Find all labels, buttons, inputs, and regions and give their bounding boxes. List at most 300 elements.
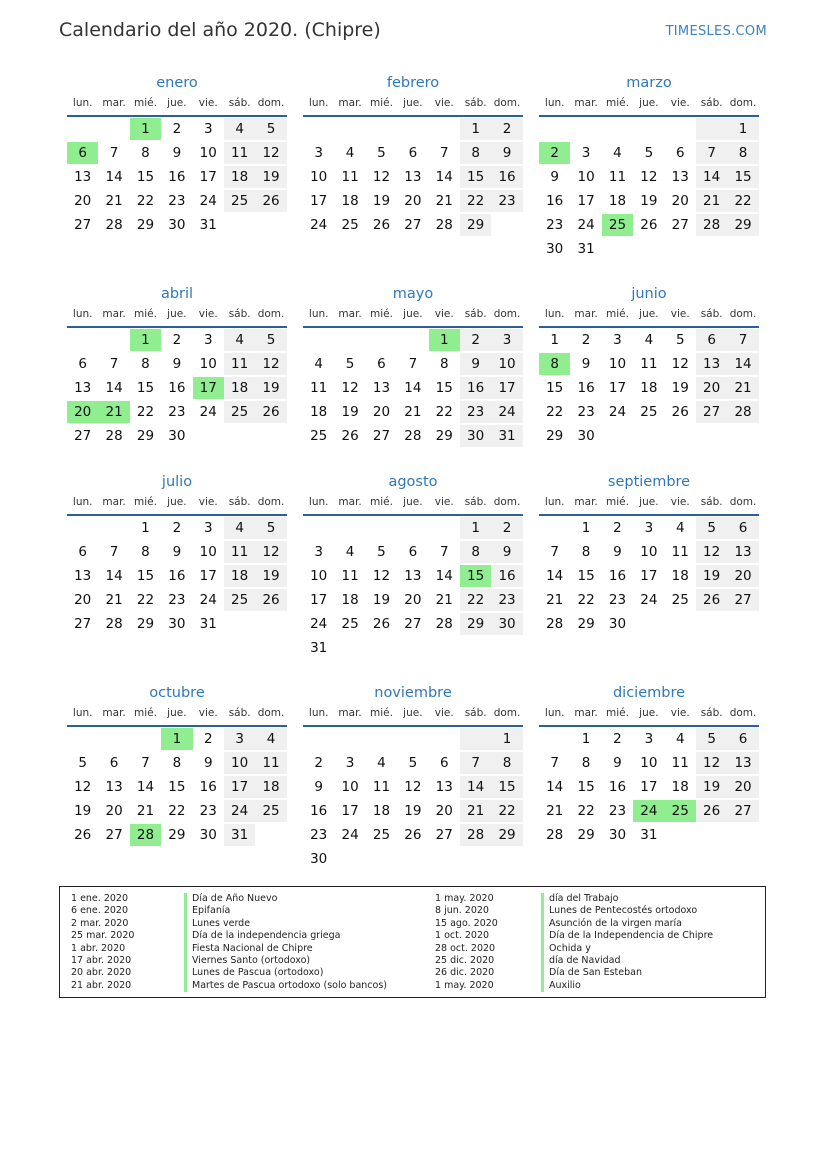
day-cell: 4 xyxy=(224,118,255,140)
day-cell: 24 xyxy=(199,592,217,608)
day-cell: 26 xyxy=(640,217,658,233)
day-cell: 16 xyxy=(608,779,627,795)
legend-holiday-name: Martes de Pascua ortodoxo (solo bancos) xyxy=(192,979,387,991)
day-cell: 18 xyxy=(255,776,286,798)
day-cell: 21 xyxy=(435,592,453,608)
day-cell: 7 xyxy=(109,544,119,560)
day-cell: 17 xyxy=(608,380,627,396)
legend-date: 6 ene. 2020 xyxy=(71,905,128,917)
day-cell: 18 xyxy=(224,377,255,399)
weekday-label: mar. xyxy=(102,97,126,109)
legend-date: 1 may. 2020 xyxy=(435,979,494,991)
day-cell: 22 xyxy=(546,404,564,420)
month-name: enero xyxy=(156,75,198,91)
empty-day xyxy=(460,728,491,750)
empty-day xyxy=(98,517,129,539)
holiday-day: 17 xyxy=(193,377,224,399)
day-cell: 3 xyxy=(644,731,654,747)
day-cell: 15 xyxy=(546,380,564,396)
empty-day xyxy=(98,728,129,750)
empty-day xyxy=(67,728,98,750)
empty-day xyxy=(366,517,397,539)
day-cell: 20 xyxy=(372,404,391,420)
weekday-label: sáb. xyxy=(464,97,487,109)
empty-day xyxy=(303,329,334,351)
day-grid xyxy=(303,328,523,448)
day-cell: 30 xyxy=(546,241,564,257)
day-cell: 29 xyxy=(460,214,491,236)
day-cell: 5 xyxy=(345,356,355,372)
day-cell: 2 xyxy=(581,332,591,348)
weekday-label: dom. xyxy=(257,496,285,508)
day-cell: 9 xyxy=(613,755,622,771)
day-cell: 4 xyxy=(224,517,255,539)
day-cell: 23 xyxy=(608,592,627,608)
day-cell: 21 xyxy=(105,193,123,209)
day-cell: 17 xyxy=(224,776,255,798)
day-cell: 4 xyxy=(224,329,255,351)
weekday-label: mar. xyxy=(338,707,362,719)
day-cell: 16 xyxy=(168,380,186,396)
day-cell: 17 xyxy=(199,169,217,185)
weekday-label: sáb. xyxy=(228,496,251,508)
day-cell: 26 xyxy=(696,589,727,611)
day-cell: 14 xyxy=(435,568,453,584)
day-cell: 27 xyxy=(727,800,758,822)
day-cell: 12 xyxy=(696,752,727,774)
weekday-label: dom. xyxy=(493,308,521,320)
day-cell: 22 xyxy=(168,803,186,819)
legend-holiday-name: Viernes Santo (ortodoxo) xyxy=(192,954,311,966)
day-cell: 30 xyxy=(199,827,217,843)
legend-date: 17 abr. 2020 xyxy=(71,954,132,966)
day-cell: 27 xyxy=(74,217,92,233)
legend-holiday-name: Día de la independencia griega xyxy=(192,930,341,942)
day-cell: 24 xyxy=(341,827,359,843)
weekday-header xyxy=(67,493,287,516)
weekday-label: mar. xyxy=(102,308,126,320)
day-grid xyxy=(303,117,523,237)
day-cell: 25 xyxy=(372,827,391,843)
weekday-label: jue. xyxy=(403,97,423,109)
legend-holiday-name: Día de San Esteban xyxy=(549,967,642,979)
day-cell: 21 xyxy=(546,592,564,608)
day-cell: 2 xyxy=(203,731,213,747)
empty-day xyxy=(303,118,334,140)
weekday-label: mié. xyxy=(370,308,393,320)
day-cell: 27 xyxy=(696,401,727,423)
day-cell: 12 xyxy=(255,541,286,563)
day-cell: 19 xyxy=(341,404,359,420)
holiday-day: 25 xyxy=(602,214,633,236)
day-cell: 10 xyxy=(199,544,217,560)
empty-day xyxy=(539,118,570,140)
day-cell: 2 xyxy=(491,118,522,140)
day-cell: 27 xyxy=(74,428,92,444)
day-cell: 11 xyxy=(640,356,658,372)
day-cell: 18 xyxy=(341,592,359,608)
day-cell: 11 xyxy=(671,544,689,560)
day-cell: 13 xyxy=(696,353,727,375)
day-grid xyxy=(303,516,523,660)
weekday-label: mar. xyxy=(574,308,598,320)
weekday-label: sáb. xyxy=(464,496,487,508)
day-cell: 2 xyxy=(613,731,622,747)
day-cell: 17 xyxy=(199,568,217,584)
day-cell: 17 xyxy=(310,592,328,608)
day-cell: 30 xyxy=(491,613,522,635)
day-cell: 14 xyxy=(546,568,564,584)
day-cell: 27 xyxy=(105,827,123,843)
day-cell: 7 xyxy=(727,329,758,351)
empty-day xyxy=(303,517,334,539)
month-name: abril xyxy=(160,286,194,302)
empty-day xyxy=(539,517,570,539)
empty-day xyxy=(429,728,460,750)
day-cell: 13 xyxy=(435,779,453,795)
day-cell: 6 xyxy=(78,544,87,560)
legend-holiday-name: Lunes de Pascua (ortodoxo) xyxy=(192,967,324,979)
day-cell: 15 xyxy=(136,380,155,396)
weekday-label: lun. xyxy=(308,707,329,719)
day-cell: 12 xyxy=(640,169,658,185)
legend-date: 28 oct. 2020 xyxy=(435,942,496,954)
day-cell: 28 xyxy=(105,217,123,233)
day-cell: 27 xyxy=(671,217,689,233)
empty-day xyxy=(334,118,365,140)
holiday-day: 20 xyxy=(67,401,98,423)
month-marzo xyxy=(539,72,759,261)
day-cell: 9 xyxy=(203,755,213,771)
day-cell: 21 xyxy=(404,404,422,420)
weekday-label: mar. xyxy=(338,496,362,508)
day-cell: 23 xyxy=(310,827,328,843)
day-cell: 13 xyxy=(671,169,689,185)
day-cell: 19 xyxy=(696,776,727,798)
day-cell: 20 xyxy=(404,592,422,608)
weekday-header xyxy=(539,94,759,117)
day-cell: 3 xyxy=(581,145,591,161)
day-cell: 2 xyxy=(172,121,182,137)
month-name: mayo xyxy=(392,286,434,302)
day-cell: 26 xyxy=(255,401,286,423)
weekday-label: vie. xyxy=(434,97,454,109)
empty-day xyxy=(397,329,428,351)
day-cell: 20 xyxy=(435,803,453,819)
day-grid xyxy=(67,516,287,636)
month-diciembre xyxy=(539,682,759,847)
day-cell: 6 xyxy=(377,356,386,372)
day-cell: 14 xyxy=(105,169,123,185)
day-cell: 5 xyxy=(408,755,418,771)
day-cell: 12 xyxy=(255,142,286,164)
day-cell: 25 xyxy=(640,404,658,420)
holiday-day: 6 xyxy=(67,142,98,164)
day-cell: 14 xyxy=(404,380,422,396)
weekday-label: mar. xyxy=(102,707,126,719)
day-cell: 27 xyxy=(74,616,92,632)
day-cell: 20 xyxy=(105,803,123,819)
month-name: noviembre xyxy=(374,685,452,701)
day-cell: 25 xyxy=(224,190,255,212)
weekday-label: dom. xyxy=(493,496,521,508)
day-cell: 6 xyxy=(727,728,758,750)
weekday-label: lun. xyxy=(544,97,565,109)
weekday-label: vie. xyxy=(198,97,218,109)
day-cell: 10 xyxy=(577,169,595,185)
month-name: octubre xyxy=(149,685,205,701)
day-grid xyxy=(539,117,759,261)
legend-date: 2 mar. 2020 xyxy=(71,917,129,929)
day-cell: 20 xyxy=(74,193,92,209)
day-cell: 16 xyxy=(460,377,491,399)
day-cell: 30 xyxy=(608,616,627,632)
weekday-label: sáb. xyxy=(464,308,487,320)
holiday-day: 25 xyxy=(665,800,696,822)
day-cell: 3 xyxy=(314,145,323,161)
day-grid xyxy=(539,727,759,847)
day-cell: 30 xyxy=(168,616,186,632)
holiday-day: 28 xyxy=(130,824,161,846)
day-cell: 12 xyxy=(671,356,689,372)
weekday-label: vie. xyxy=(198,308,218,320)
day-cell: 13 xyxy=(727,752,758,774)
day-cell: 29 xyxy=(491,824,522,846)
legend-right-marker xyxy=(541,893,544,992)
day-cell: 7 xyxy=(439,145,449,161)
day-cell: 12 xyxy=(341,380,359,396)
day-cell: 26 xyxy=(255,589,286,611)
day-grid xyxy=(67,328,287,448)
weekday-header xyxy=(303,493,523,516)
month-name: junio xyxy=(631,286,667,302)
day-cell: 23 xyxy=(168,592,186,608)
day-cell: 8 xyxy=(439,356,449,372)
day-cell: 29 xyxy=(577,616,595,632)
day-cell: 30 xyxy=(168,217,186,233)
day-cell: 24 xyxy=(310,217,328,233)
day-cell: 31 xyxy=(491,425,522,447)
legend-left-marker xyxy=(184,893,187,992)
day-cell: 22 xyxy=(435,404,453,420)
day-cell: 17 xyxy=(310,193,328,209)
day-cell: 30 xyxy=(168,428,186,444)
day-cell: 10 xyxy=(310,568,328,584)
day-cell: 3 xyxy=(314,544,323,560)
weekday-header xyxy=(539,704,759,727)
day-cell: 9 xyxy=(172,544,182,560)
day-cell: 5 xyxy=(675,332,685,348)
day-cell: 10 xyxy=(224,752,255,774)
weekday-label: jue. xyxy=(167,308,187,320)
legend-left-names xyxy=(192,893,387,992)
holiday-day: 8 xyxy=(539,353,570,375)
weekday-header xyxy=(539,493,759,516)
day-cell: 18 xyxy=(640,380,658,396)
day-cell: 22 xyxy=(577,803,595,819)
day-cell: 30 xyxy=(310,851,328,867)
day-cell: 14 xyxy=(435,169,453,185)
weekday-label: sáb. xyxy=(464,707,487,719)
day-cell: 16 xyxy=(577,380,595,396)
empty-day xyxy=(366,329,397,351)
day-cell: 16 xyxy=(168,169,186,185)
weekday-label: jue. xyxy=(639,97,659,109)
day-cell: 23 xyxy=(546,217,564,233)
day-cell: 11 xyxy=(224,353,255,375)
empty-day xyxy=(67,517,98,539)
day-cell: 17 xyxy=(577,193,595,209)
day-cell: 30 xyxy=(608,827,627,843)
weekday-label: vie. xyxy=(434,496,454,508)
day-cell: 7 xyxy=(550,755,559,771)
day-cell: 9 xyxy=(550,169,559,185)
weekday-label: dom. xyxy=(729,308,757,320)
day-cell: 8 xyxy=(141,544,150,560)
day-cell: 9 xyxy=(613,544,622,560)
empty-day xyxy=(429,517,460,539)
day-cell: 5 xyxy=(255,517,286,539)
day-cell: 19 xyxy=(404,803,422,819)
empty-day xyxy=(130,728,161,750)
day-cell: 21 xyxy=(696,190,727,212)
weekday-label: jue. xyxy=(403,496,423,508)
legend-date: 21 abr. 2020 xyxy=(71,979,132,991)
day-cell: 22 xyxy=(577,592,595,608)
day-cell: 16 xyxy=(546,193,564,209)
day-cell: 10 xyxy=(640,755,658,771)
weekday-label: lun. xyxy=(72,496,93,508)
day-cell: 19 xyxy=(640,193,658,209)
day-cell: 28 xyxy=(404,428,422,444)
day-cell: 16 xyxy=(168,568,186,584)
day-cell: 29 xyxy=(546,428,564,444)
empty-day xyxy=(67,329,98,351)
holiday-day: 2 xyxy=(539,142,570,164)
weekday-label: mié. xyxy=(370,97,393,109)
day-cell: 15 xyxy=(136,568,155,584)
legend-holiday-name: Ochida y xyxy=(549,942,591,954)
weekday-label: mié. xyxy=(606,308,629,320)
day-cell: 15 xyxy=(136,169,155,185)
day-cell: 15 xyxy=(577,568,595,584)
day-cell: 4 xyxy=(377,755,386,771)
weekday-label: dom. xyxy=(257,707,285,719)
day-cell: 6 xyxy=(408,145,418,161)
day-cell: 7 xyxy=(460,752,491,774)
month-name: febrero xyxy=(386,75,440,91)
day-cell: 5 xyxy=(255,329,286,351)
day-cell: 13 xyxy=(74,568,92,584)
day-cell: 3 xyxy=(203,520,213,536)
empty-day xyxy=(633,118,664,140)
day-cell: 9 xyxy=(460,353,491,375)
weekday-label: lun. xyxy=(308,496,329,508)
legend-date: 8 jun. 2020 xyxy=(435,905,489,917)
day-cell: 9 xyxy=(581,356,591,372)
legend-holiday-name: Lunes verde xyxy=(192,917,251,929)
day-cell: 11 xyxy=(255,752,286,774)
day-cell: 3 xyxy=(644,520,654,536)
day-cell: 21 xyxy=(546,803,564,819)
holiday-day: 15 xyxy=(460,565,491,587)
day-cell: 11 xyxy=(224,142,255,164)
day-cell: 23 xyxy=(460,401,491,423)
day-cell: 8 xyxy=(172,755,182,771)
weekday-label: jue. xyxy=(167,97,187,109)
weekday-label: lun. xyxy=(544,707,565,719)
day-cell: 20 xyxy=(696,377,727,399)
day-cell: 8 xyxy=(460,142,491,164)
day-cell: 8 xyxy=(727,142,758,164)
day-cell: 23 xyxy=(491,190,522,212)
day-cell: 11 xyxy=(608,169,627,185)
empty-day xyxy=(397,728,428,750)
legend-holiday-name: Auxilio xyxy=(549,979,581,991)
weekday-label: lun. xyxy=(72,707,93,719)
day-cell: 26 xyxy=(255,190,286,212)
legend-holiday-name: Fiesta Nacional de Chipre xyxy=(192,942,313,954)
weekday-label: sáb. xyxy=(700,308,723,320)
holiday-day: 1 xyxy=(429,329,460,351)
month-febrero xyxy=(303,72,523,237)
day-cell: 19 xyxy=(255,377,286,399)
weekday-label: mié. xyxy=(606,496,629,508)
day-grid xyxy=(67,117,287,237)
weekday-label: sáb. xyxy=(700,707,723,719)
day-cell: 9 xyxy=(172,356,182,372)
empty-day xyxy=(696,118,727,140)
empty-day xyxy=(98,118,129,140)
weekday-label: vie. xyxy=(670,496,690,508)
weekday-label: jue. xyxy=(639,308,659,320)
day-cell: 27 xyxy=(372,428,391,444)
holiday-day: 1 xyxy=(130,118,161,140)
day-cell: 26 xyxy=(404,827,422,843)
month-noviembre xyxy=(303,682,523,871)
day-cell: 14 xyxy=(727,353,758,375)
day-cell: 17 xyxy=(341,803,359,819)
legend-date: 1 ene. 2020 xyxy=(71,893,128,904)
day-cell: 5 xyxy=(696,728,727,750)
day-cell: 8 xyxy=(581,544,591,560)
day-cell: 22 xyxy=(460,589,491,611)
day-cell: 6 xyxy=(727,517,758,539)
day-cell: 26 xyxy=(341,428,359,444)
day-cell: 4 xyxy=(675,731,685,747)
day-cell: 15 xyxy=(460,166,491,188)
day-cell: 2 xyxy=(314,755,323,771)
day-cell: 20 xyxy=(74,592,92,608)
day-cell: 25 xyxy=(341,616,359,632)
weekday-label: lun. xyxy=(72,308,93,320)
day-cell: 8 xyxy=(460,541,491,563)
brand-link[interactable]: TIMESLES.COM xyxy=(665,24,767,39)
month-julio xyxy=(67,471,287,636)
day-cell: 3 xyxy=(491,329,522,351)
day-cell: 7 xyxy=(109,356,119,372)
day-cell: 25 xyxy=(224,401,255,423)
day-cell: 23 xyxy=(577,404,595,420)
day-cell: 11 xyxy=(671,755,689,771)
day-cell: 21 xyxy=(727,377,758,399)
day-cell: 5 xyxy=(78,755,87,771)
day-cell: 4 xyxy=(255,728,286,750)
day-cell: 12 xyxy=(696,541,727,563)
day-cell: 25 xyxy=(310,428,328,444)
day-cell: 3 xyxy=(613,332,622,348)
legend-date: 1 abr. 2020 xyxy=(71,942,126,954)
